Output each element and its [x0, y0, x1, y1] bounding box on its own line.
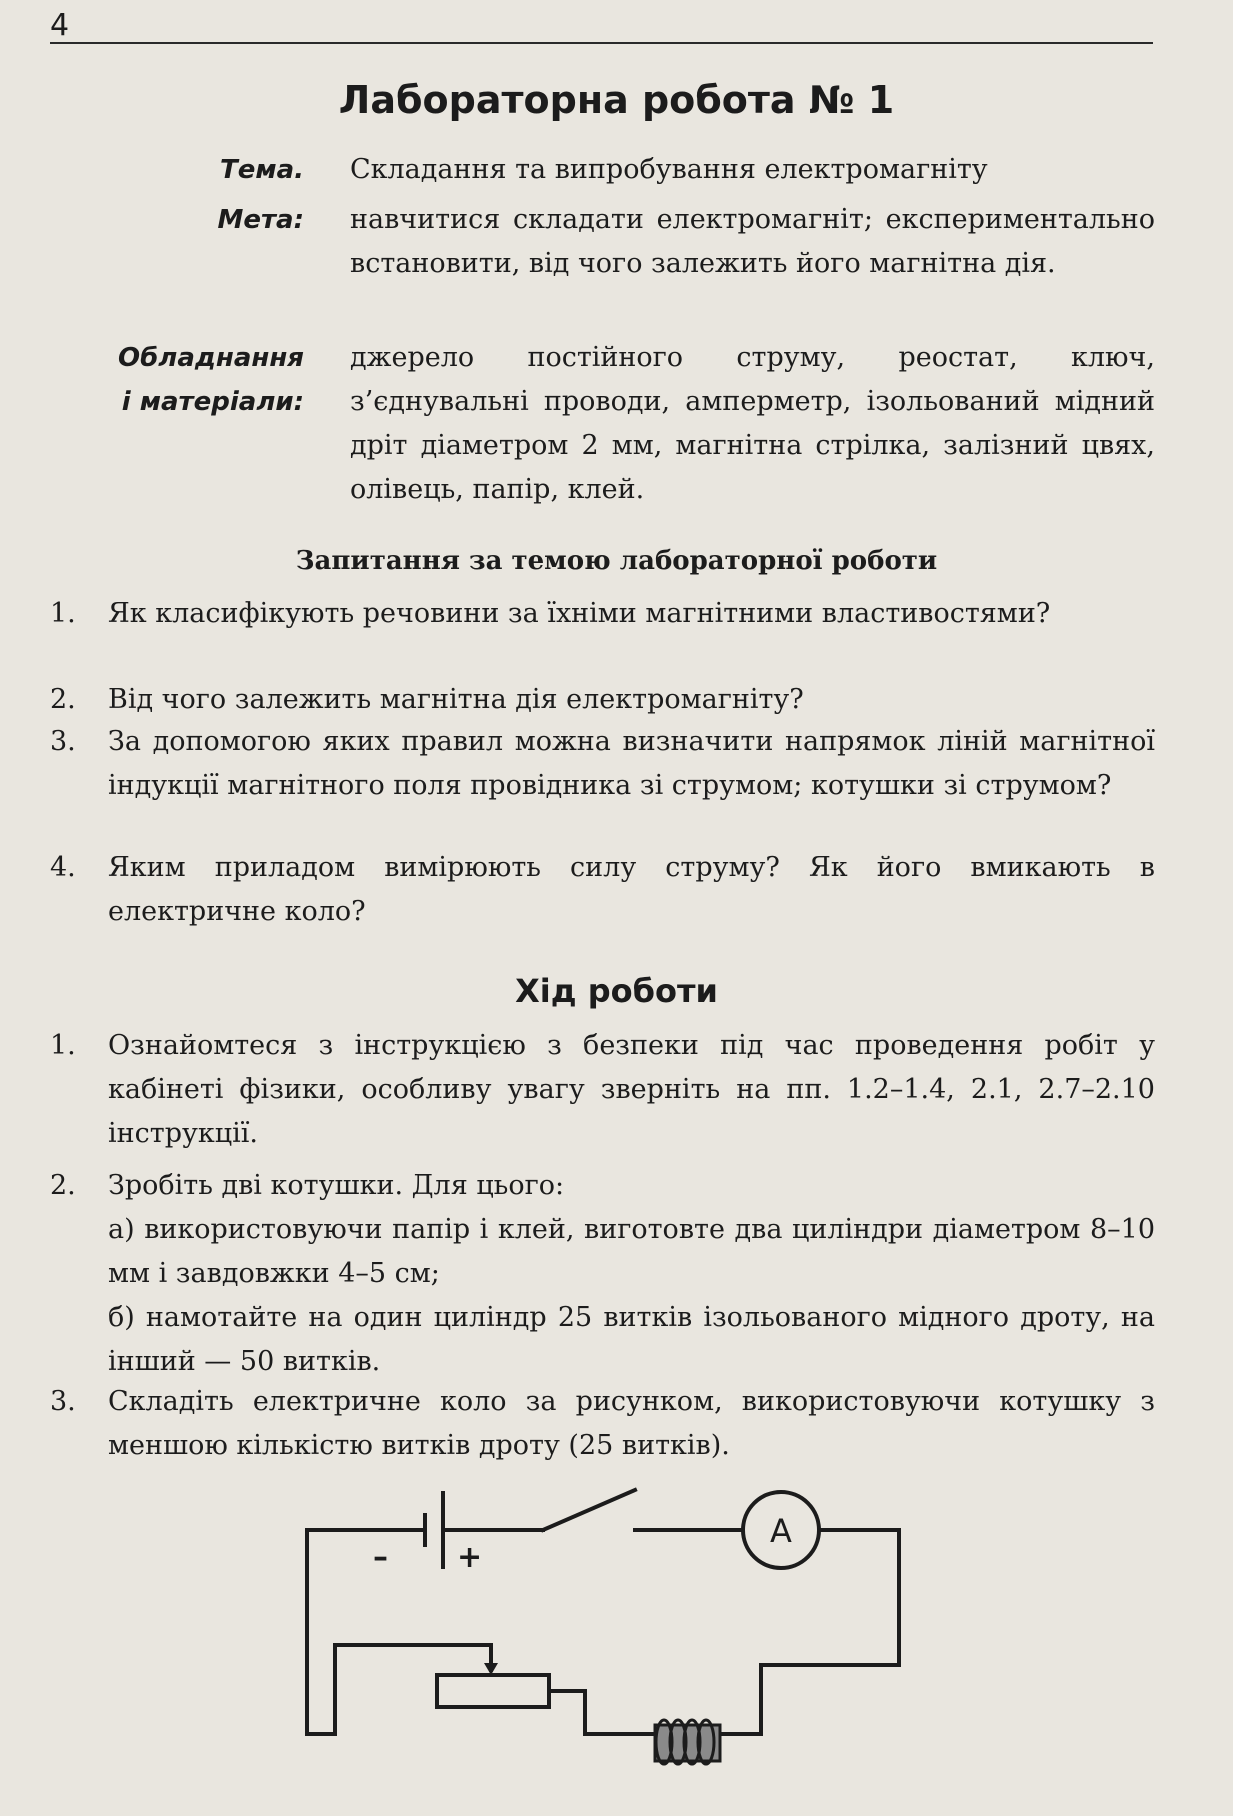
question-text: Як класифікують речовини за їхніми магнітними властивостями? [108, 598, 1051, 629]
wire-right [720, 1530, 899, 1734]
equipment-label-line2: і матеріали: [121, 387, 304, 417]
step-sub-b: б) намотайте на один циліндр 25 витків ізольованого мідного дроту, на інший — 50 витків. [108, 1302, 1155, 1377]
ammeter-label: A [770, 1512, 792, 1550]
question-number: 2. [50, 684, 76, 715]
topic-label: Тема. [219, 155, 304, 185]
battery-plus-label: + [457, 1540, 483, 1575]
question-number: 4. [50, 852, 76, 883]
step-number: 2. [50, 1170, 76, 1201]
battery-minus-label: – [373, 1540, 388, 1575]
page-title: Лабораторна робота № 1 [338, 78, 895, 122]
equipment-label-line1: Обладнання [118, 343, 304, 373]
wire-bottom-left [307, 1645, 491, 1734]
question-text: Яким приладом вимірюють силу струму? Як його вмикають в електричне коло? [108, 852, 1155, 927]
question-text: Від чого залежить магнітна дія електромагніту? [108, 684, 804, 715]
goal-label: Мета: [217, 205, 304, 235]
step-text: Зробіть дві котушки. Для цього: [108, 1170, 565, 1201]
step-number: 3. [50, 1386, 76, 1417]
question-text: За допомогою яких правил можна визначити напрямок ліній магнітної індукції магнітного поля провідника зі струмом; котушки зі струмом? [108, 726, 1155, 801]
procedure-heading: Хід роботи [515, 972, 718, 1010]
wire-rheostat-coil [549, 1691, 655, 1734]
questions-heading: Запитання за темою лабораторної роботи [295, 546, 938, 576]
equipment-text: джерело постійного струму, реостат, ключ, з’єднувальні проводи, амперметр, ізольований мідний дріт діаметром 2 мм, магнітна стрілка, залізний цвях, олівець, папір, клей. [350, 342, 1155, 505]
electromagnet-core [655, 1725, 720, 1761]
step-sub-a: а) використовуючи папір і клей, виготовте два циліндри діаметром 8–10 мм і завдовжки 4–5 см; [108, 1214, 1155, 1289]
topic-text: Складання та випробування електромагніту [350, 154, 988, 185]
wire-top-left [307, 1530, 425, 1734]
header-rule [50, 42, 1153, 44]
switch-lever [543, 1490, 635, 1530]
step-text: Ознайомтеся з інструкцією з безпеки під час проведення робіт у кабінеті фізики, особливу увагу зверніть на пп. 1.2–1.4, 2.1, 2.7–2.10 інструкції. [108, 1030, 1155, 1149]
page-number: 4 [50, 8, 70, 43]
goal-text: навчитися складати електромагніт; експериментально встановити, від чого залежить його магнітна дія. [350, 204, 1155, 279]
question-number: 3. [50, 726, 76, 757]
step-text: Складіть електричне коло за рисунком, використовуючи котушку з меншою кількістю витків дроту (25 витків). [108, 1386, 1155, 1461]
step-number: 1. [50, 1030, 76, 1061]
rheostat-body [437, 1675, 549, 1707]
circuit-diagram [295, 1485, 915, 1770]
question-number: 1. [50, 598, 76, 629]
